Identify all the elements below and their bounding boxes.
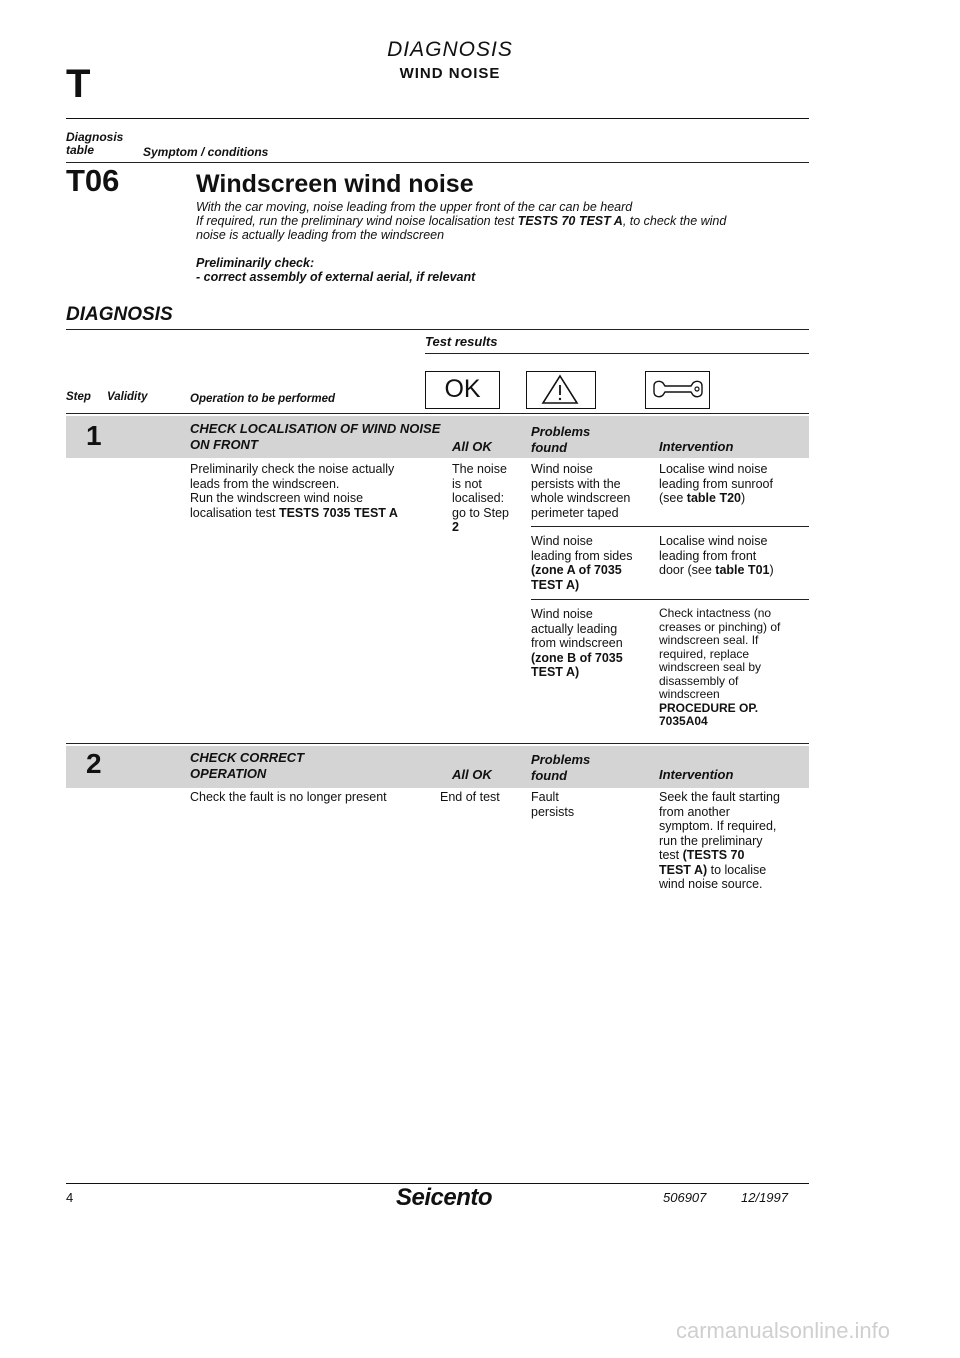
symptom-code: T06 — [66, 163, 120, 198]
table-header-rule — [66, 162, 809, 163]
symptom-description: With the car moving, noise leading from the upper front of the car can be heard If required, run the preliminary wind noise localisation test TESTS 70 TEST A, to check the wind noise is actually leading from the windscreen — [196, 200, 727, 242]
col-validity: Validity — [107, 391, 148, 403]
watermark: carmanualsonline.info — [676, 1318, 891, 1343]
document-number: 506907 — [663, 1190, 707, 1205]
page-number: 4 — [66, 1190, 74, 1205]
step2-heading: CHECK CORRECT OPERATION — [190, 750, 305, 781]
step1-intervention-3: Check intactness (no creases or pinching) of windscreen seal. If required, replace windscreen seal by disassembly of windscreen PROCEDURE OP. 7035A04 — [659, 606, 781, 728]
step2-problems-found: Problems found — [531, 752, 591, 783]
step1-operation: Preliminarily check the noise actually leads from the windscreen. Run the windscreen wind noise localisation test TESTS 7035 TEST A — [190, 462, 398, 520]
step2-problem: Fault persists — [531, 790, 575, 819]
section-letter: T — [66, 62, 91, 106]
step2-number: 2 — [86, 748, 102, 779]
step1-heading: CHECK LOCALISATION OF WIND NOISE ON FRONT — [190, 421, 441, 452]
preliminary-check: Preliminarily check: - correct assembly of external aerial, if relevant — [196, 256, 476, 284]
document-date: 12/1997 — [741, 1190, 788, 1205]
step1-number: 1 — [86, 420, 102, 451]
warning-triangle-icon — [526, 371, 596, 409]
step1-all-ok: All OK — [452, 439, 492, 454]
step1-all-ok-result: The noise is not localised: go to Step 2 — [452, 462, 509, 534]
symptom-conditions-label: Symptom / conditions — [143, 145, 269, 159]
step2-intervention-detail: Seek the fault starting from another symptom. If required, run the preliminary test (TESTS 70 TEST A) to localise wind noise source. — [659, 790, 780, 891]
page-subtitle: WIND NOISE — [399, 65, 501, 82]
step1-problem-3: Wind noise actually leading from windscreen (zone B of 7035 TEST A) — [531, 607, 623, 679]
step1-problems-found: Problems found — [531, 424, 591, 455]
ok-icon: OK — [425, 371, 500, 409]
symptom-title: Windscreen wind noise — [196, 170, 474, 198]
diagnosis-table-label: Diagnosis table — [66, 130, 124, 157]
brand-logo: Seicento — [396, 1184, 493, 1211]
diagnosis-rule — [66, 329, 809, 330]
wrench-icon — [645, 371, 710, 409]
step1-problem-1: Wind noise persists with the whole windscreen perimeter taped — [531, 462, 631, 520]
header-rule — [66, 118, 809, 119]
page-title: DIAGNOSIS — [387, 38, 513, 61]
step1-problem-2: Wind noise leading from sides (zone A of 7035 TEST A) — [531, 534, 633, 592]
col-step: Step — [66, 391, 91, 403]
step1-intervention-1: Localise wind noise leading from sunroof (see table T20) — [659, 462, 773, 505]
step1-intervention-2: Localise wind noise leading from front door (see table T01) — [659, 534, 774, 577]
test-results-label: Test results — [425, 334, 498, 349]
step2-all-ok-result: End of test — [440, 790, 500, 804]
step1-divider-2 — [531, 599, 809, 600]
step1-header-rule — [66, 413, 809, 414]
step1-intervention: Intervention — [659, 439, 734, 454]
step2-header-rule — [66, 743, 809, 744]
diagnosis-heading: DIAGNOSIS — [66, 304, 173, 325]
step2-all-ok: All OK — [452, 767, 492, 782]
test-results-rule — [425, 353, 809, 354]
col-operation: Operation to be performed — [190, 393, 336, 405]
step2-intervention: Intervention — [659, 767, 734, 782]
step2-operation: Check the fault is no longer present — [190, 790, 387, 804]
step1-divider-1 — [531, 526, 809, 527]
